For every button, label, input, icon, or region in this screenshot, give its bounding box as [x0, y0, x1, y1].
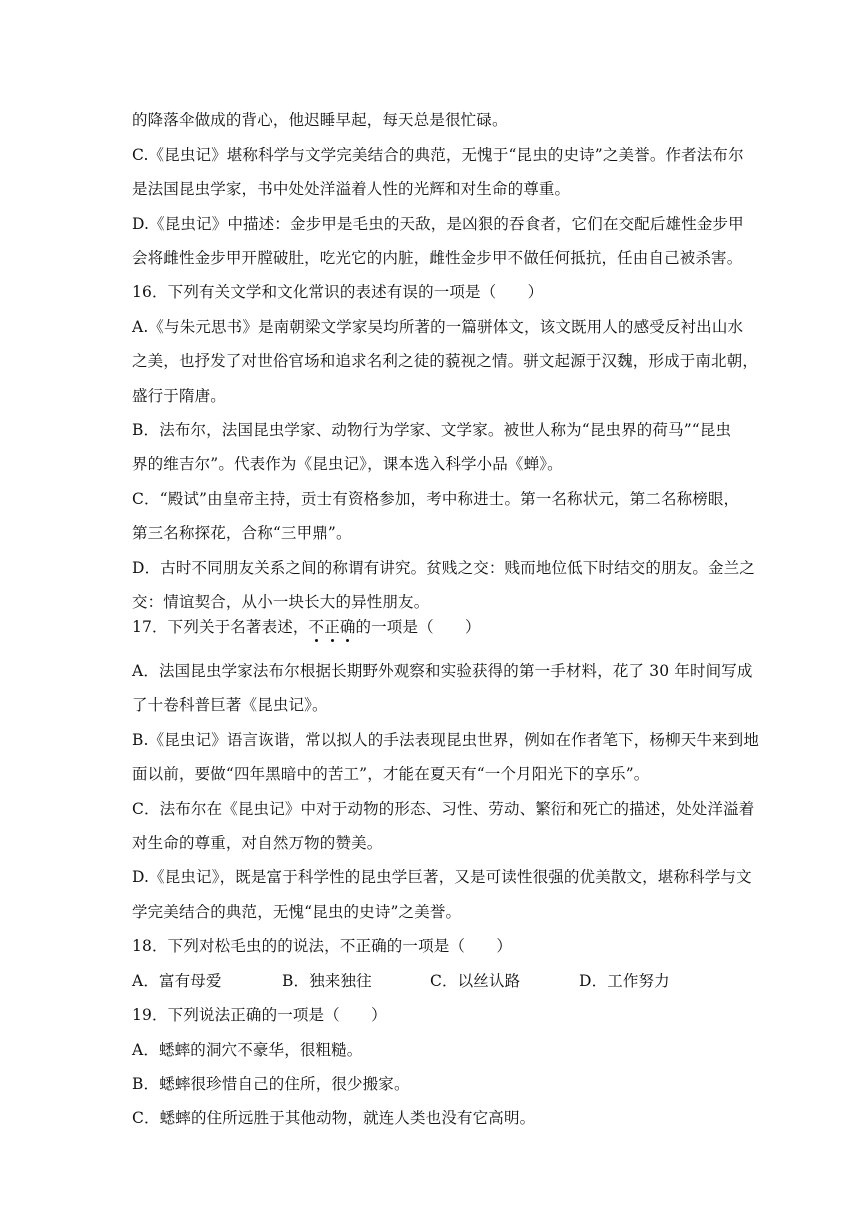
text-line: D.《昆虫记》中描述：金步甲是毛虫的天敌，是凶狠的吞食者，它们在交配后雄性金步甲 — [132, 215, 744, 233]
question-17-prefix: 17．下列关于名著表述， — [132, 618, 309, 636]
text-line: C.《昆虫记》堪称科学与文学完美结合的典范，无愧于“昆虫的史诗”之美誉。作者法布尔 — [132, 146, 744, 164]
text-line: 对生命的尊重，对自然万物的赞美。 — [132, 834, 383, 852]
text-line: 的降落伞做成的背心，他迟睡早起，每天总是很忙碌。 — [132, 111, 508, 129]
option-b: B．独来独往 — [282, 972, 372, 990]
text-line: C．“殿试”由皇帝主持，贡士有资格参加，考中称进士。第一名称状元，第二名称榜眼， — [132, 490, 740, 508]
question-17-suffix: 的一项是（ ） — [355, 618, 481, 636]
text-line: D．古时不同朋友关系之间的称谓有讲究。贫贱之交：贱而地位低下时结交的朋友。金兰之 — [132, 559, 755, 577]
question-17 — [132, 617, 732, 637]
text-line: B．蟋蟀很珍惜自己的住所，很少搬家。 — [132, 1075, 410, 1093]
text-line: 之美，也抒发了对世俗官场和追求名利之徒的藐视之情。骈文起源于汉魏，形成于南北朝， — [132, 352, 759, 370]
text-line: 了十卷科普巨著《昆虫记》。 — [132, 696, 328, 714]
text-line: B．法布尔，法国昆虫学家、动物行为学家、文学家。被世人称为“昆虫界的荷马”“昆虫 — [132, 421, 732, 439]
text-line: 第三名称探花，合称“三甲鼎”。 — [132, 524, 352, 542]
question-19: 19．下列说法正确的一项是（ ） — [132, 1006, 387, 1024]
text-line: 交：情谊契合，从小一块长大的异性朋友。 — [132, 593, 430, 611]
text-line: C．法布尔在《昆虫记》中对于动物的形态、习性、劳动、繁衍和死亡的描述，处处洋溢着 — [132, 800, 755, 818]
text-line: A.《与朱元思书》是南朝梁文学家吴均所著的一篇骈体文，该文既用人的感受反衬出山水 — [132, 318, 744, 336]
emphasis-char: 确 — [339, 618, 356, 636]
text-line: B.《昆虫记》语言诙谐，常以拟人的手法表现昆虫世界，例如在作者笔下，杨柳天牛来到地 — [132, 731, 759, 749]
text-line: 盛行于隋唐。 — [132, 387, 226, 405]
text-line: A．法国昆虫学家法布尔根据长期野外观察和实验获得的第一手材料，花了 30 年时间写成 — [132, 662, 753, 680]
text-line: A．蟋蟀的洞穴不豪华，很粗糙。 — [132, 1041, 363, 1059]
emphasis-char: 正 — [324, 618, 340, 636]
text-line: C．蟋蟀的住所远胜于其他动物，就连人类也没有它高明。 — [132, 1109, 536, 1127]
text-line: 学完美结合的典范，无愧“昆虫的史诗”之美誉。 — [132, 903, 462, 921]
option-d: D．工作努力 — [579, 972, 670, 990]
option-a: A．富有母爱 — [132, 972, 222, 990]
emphasis-char: 不 — [308, 618, 325, 636]
question-18: 18．下列对松毛虫的的说法，不正确的一项是（ ） — [132, 937, 512, 955]
option-c: C．以丝认路 — [430, 972, 521, 990]
question-16: 16．下列有关文学和文化常识的表述有误的一项是（ ） — [132, 283, 544, 301]
text-line: 面以前，要做“四年黑暗中的苦工”，才能在夏天有“一个月阳光下的享乐”。 — [132, 765, 650, 783]
text-line: 是法国昆虫学家，书中处处洋溢着人性的光辉和对生命的尊重。 — [132, 180, 571, 198]
text-line: 会将雌性金步甲开膛破肚，吃光它的内脏，雌性金步甲不做任何抵抗，任由自己被杀害。 — [132, 249, 743, 267]
text-line: 界的维吉尔”。代表作为《昆虫记》，课本选入科学小品《蝉》。 — [132, 455, 563, 473]
text-line: D.《昆虫记》，既是富于科学性的昆虫学巨著，又是可读性很强的优美散文，堪称科学与文 — [132, 868, 752, 886]
